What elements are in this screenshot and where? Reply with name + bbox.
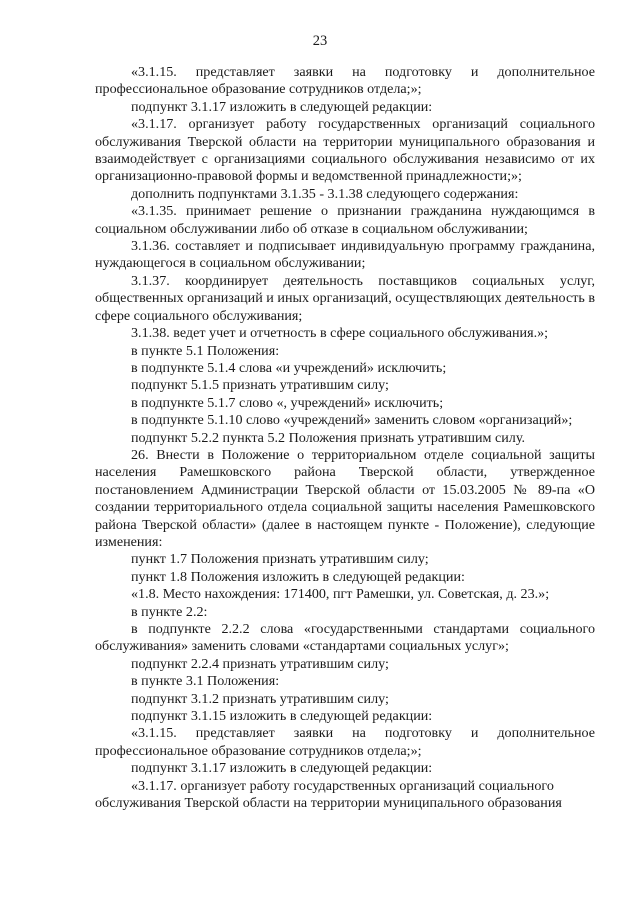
paragraph: подпункт 3.1.2 признать утратившим силу; xyxy=(131,690,389,707)
paragraph: «3.1.17. организует работу государственных организаций социального обслуживания Тверской области на территории муниципального образования xyxy=(95,777,562,812)
paragraph: 3.1.37. координирует деятельность поставщиков социальных услуг, общественных организаций и иных организаций, осуществляющих деятельность в сфере социального обслуживания; xyxy=(95,272,595,324)
paragraph: подпункт 3.1.17 изложить в следующей редакции: xyxy=(131,760,433,777)
paragraph: пункт 1.7 Положения признать утратившим силу; xyxy=(131,551,429,568)
paragraph: в подпункте 2.2.2 слова «государственными стандартами социального обслуживания» заменить словами «стандартами социальных услуг»; xyxy=(95,621,595,655)
paragraph: «3.1.15. представляет заявки на подготовку и дополнительное профессиональное образование сотрудников отдела;»; xyxy=(95,725,595,759)
page-number: 23 xyxy=(312,33,328,49)
paragraph: подпункт 5.2.2 пункта 5.2 Положения признать утратившим силу. xyxy=(131,429,525,446)
paragraph: пункт 1.8 Положения изложить в следующей редакции: xyxy=(131,568,465,585)
paragraph: 3.1.38. ведет учет и отчетность в сфере социального обслуживания.»; xyxy=(131,325,549,342)
paragraph: 3.1.36. составляет и подписывает индивидуальную программу гражданина, нуждающегося в социальном обслуживании; xyxy=(95,238,595,272)
paragraph: «1.8. Место нахождения: 171400, пгт Рамешки, ул. Советская, д. 23.»; xyxy=(131,586,550,603)
paragraph: подпункт 3.1.15 изложить в следующей редакции: xyxy=(131,708,433,725)
paragraph: «3.1.15. представляет заявки на подготовку и дополнительное профессиональное образование сотрудников отдела;»; xyxy=(95,64,595,98)
paragraph: в подпункте 5.1.4 слова «и учреждений» исключить; xyxy=(131,359,447,376)
paragraph: «3.1.17. организует работу государственных организаций социального обслуживания Тверской области на территории муниципального образования и взаимодействует с организациями социального обслуживания независимо от их организационно-правовой формы и ведомственной принадлежности;»; xyxy=(95,116,595,185)
paragraph: в пункте 3.1 Положения: xyxy=(131,673,280,690)
paragraph: подпункт 3.1.17 изложить в следующей редакции: xyxy=(131,98,433,115)
paragraph: в пункте 2.2: xyxy=(131,603,208,620)
paragraph: подпункт 2.2.4 признать утратившим силу; xyxy=(131,655,389,672)
document-body xyxy=(95,64,595,812)
paragraph: дополнить подпунктами 3.1.35 - 3.1.38 следующего содержания: xyxy=(131,185,519,202)
paragraph: подпункт 5.1.5 признать утратившим силу; xyxy=(131,377,389,394)
paragraph: «3.1.35. принимает решение о признании гражданина нуждающимся в социальном обслуживании либо об отказе в социальном обслуживании; xyxy=(95,203,595,237)
paragraph: в подпункте 5.1.10 слово «учреждений» заменить словом «организаций»; xyxy=(131,412,573,429)
paragraph: 26. Внести в Положение о территориальном отделе социальной защиты населения Рамешковского района Тверской области, утвержденное постановлением Администрации Тверской области от 15.03.2005 № 89-па «О создании территориального отдела социальной защиты населения Рамешковского района Тверской области» (далее в настоящем пункте - Положение), следующие изменения: xyxy=(95,446,595,550)
paragraph: в пункте 5.1 Положения: xyxy=(131,342,280,359)
paragraph: в подпункте 5.1.7 слово «, учреждений» исключить; xyxy=(131,394,444,411)
